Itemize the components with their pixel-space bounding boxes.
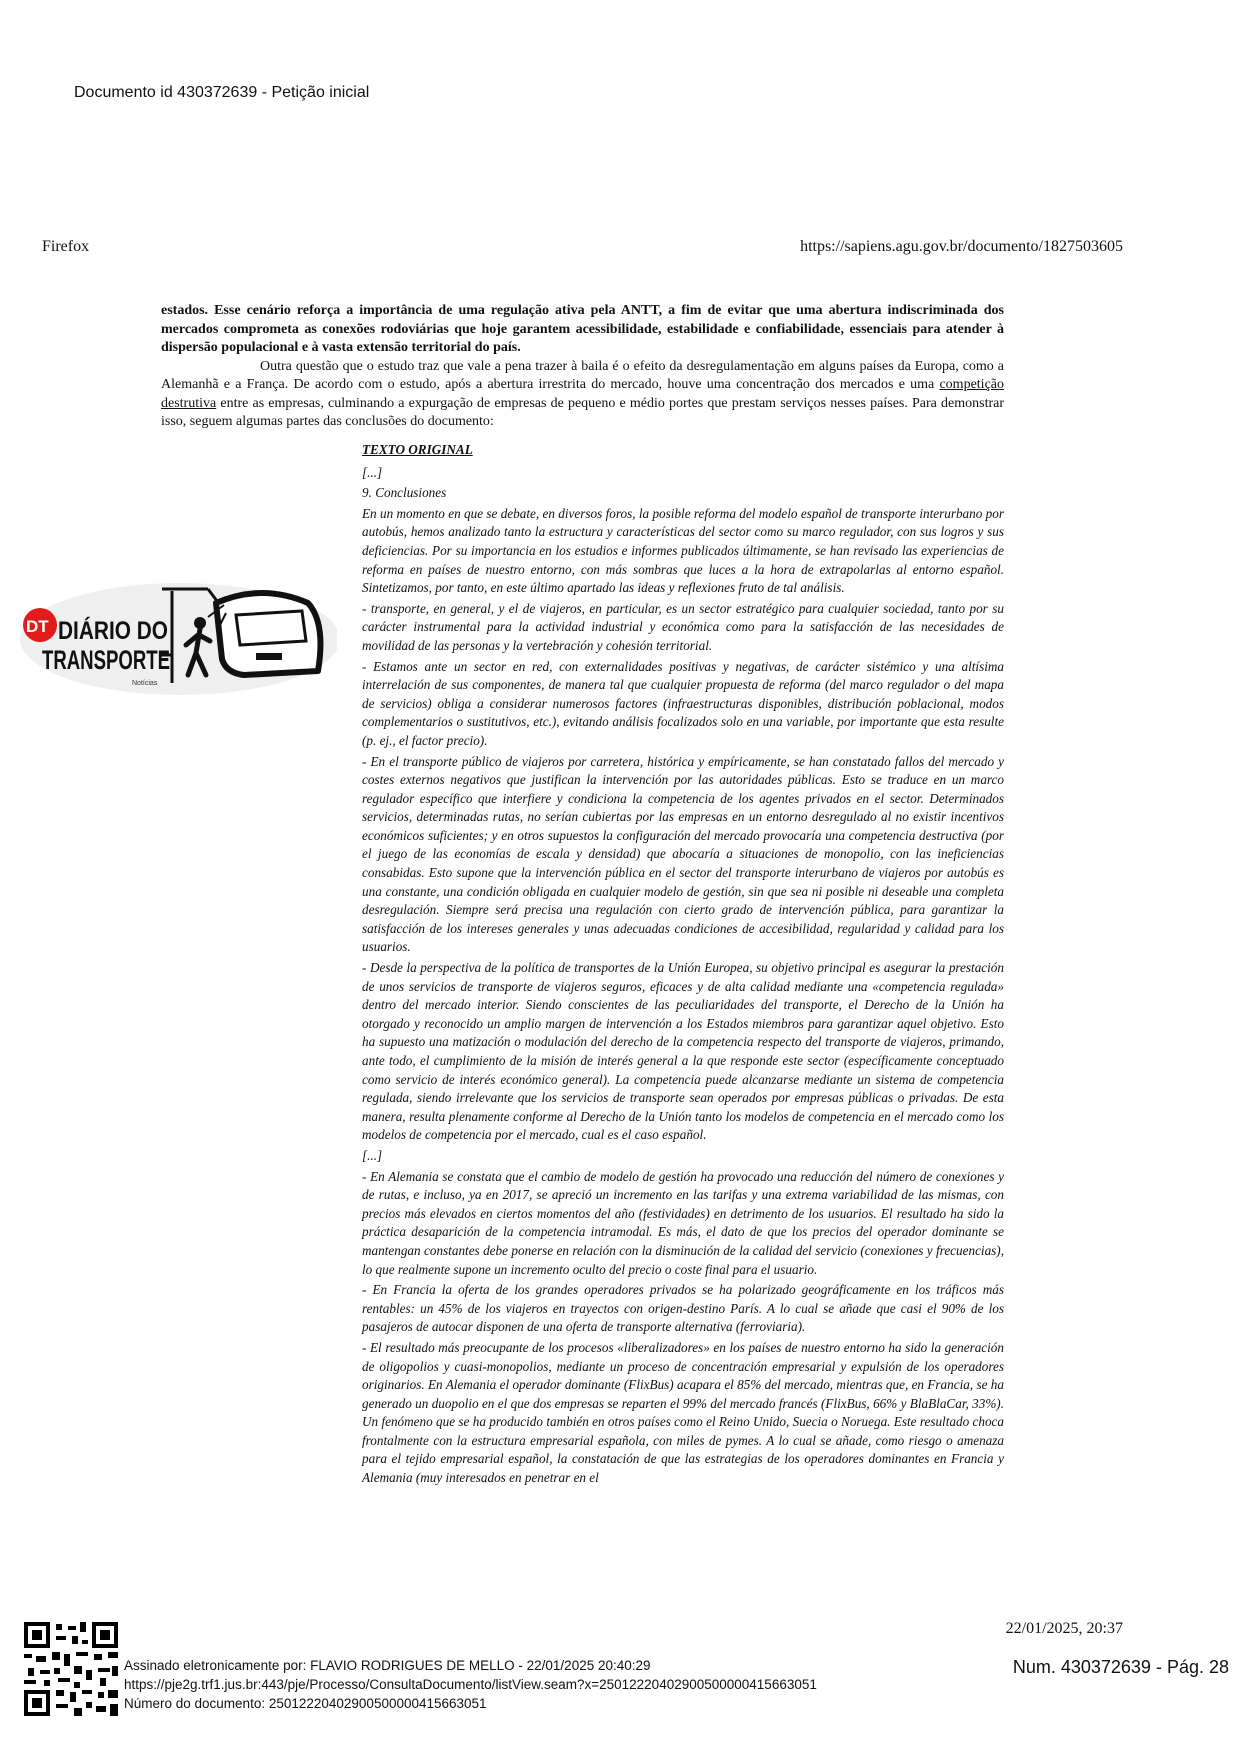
browser-name: Firefox [42, 238, 90, 255]
logo-line-1: DIÁRIO DO [58, 617, 190, 645]
logo-line-2: TRANSPORTE [42, 645, 170, 675]
quote-paragraph: [...] [362, 464, 383, 480]
study-paragraph [161, 358, 1004, 432]
page-number: Num. 430372639 - Pág. 28 [1012, 1657, 1229, 1677]
quote-paragraph: - En el transporte público de viajeros por carretera, histórica y empíricamente, se han constatado fallos del mercado y costes externos negativos que justifican la intervención por las autoridades públicas. Esto se traduce en un marco regulador específico que interfiere y condiciona la competencia de los agentes privados en el sector. Determinados servicios, determinadas rutas, no serían cubiertas por las empresas en un entorno desregulado al no existir incentivos económicos suficientes; y en otros supuestos la configuración del mercado provocaría una competencia destructiva (por el juego de las economías de escala y densidad) que abocaría a situaciones de monopolio, con las ineficiencias consabidas. Esto supone que la intervención pública en el sector del transporte interurbano de viajeros por autobús es una constante, una condición obligada en cualquier modelo de gestión, sin que sea ni posible ni deseable una completa desregulación. Siempre será precisa una regulación con cierto grado de intervención pública, para garantizar la satisfacción de los intereses generales y unas adecuadas condiciones de accesibilidad, regularidad y calidad para los usuarios. [362, 753, 1004, 955]
document-number: Número do documento: 25012220402900500000415663051 [124, 1696, 487, 1711]
quoted-original-text [362, 441, 1004, 1490]
petition-body [161, 302, 1004, 432]
quote-paragraph: - Estamos ante un sector en red, con externalidades positivas y negativas, de carácter sistémico y una altísima interrelación de sus componentes, de manera tal que cualquier propuesta de reforma (del marco regulador o del mapa de servicios) obliga a considerar numerosos factores (infraestructuras disponibles, distribución poblacional, modos complementarios o sustitutivos, etc.), evitando análisis focalizados solo en una variable, por importante que esta resulte (p. ej., el factor precio). [362, 658, 1004, 748]
diario-do-transporte-logo [12, 583, 337, 695]
study-paragraph-end: entre as empresas, culminando a expurgação de empresas de pequeno e médio portes que prestam serviços nesses países. Para demonstrar isso, seguem algumas partes das conclusões do documento: [161, 395, 1004, 429]
quote-paragraph: 9. Conclusiones [362, 485, 447, 501]
underlined-term: competição destrutiva [161, 377, 1004, 411]
quote-paragraph: - En Alemania se constata que el cambio de modelo de gestión ha provocado una reducción del número de conexiones y de rutas, e incluso, ya en 2017, se apreció un incremento en las tarifas y una extrema variabilidad de las mismas, con precios más elevados en ciertos momentos del año (festividades) en detrimento de los usuarios. El resultado ha sido la práctica desaparición de la competencia intramodal. Es más, el dato de que los precios del operador dominante se mantengan constantes debe ponerse en relación con la disminución de la calidad del servicio (conexiones y frecuencias), lo que realmente supone un incremento oculto del precio o coste final para el usuario. [362, 1168, 1004, 1277]
logo-tag: Notícias [132, 680, 158, 687]
quote-paragraph: - En Francia la oferta de los grandes operadores privados se ha polarizado geográficamente en los tráficos más rentables: un 45% de los viajeros en trayectos con origen-destino París. A lo cual se añade que casi el 90% de los pasajeros de autocar disponen de una oferta de transporte alternativa (ferroviaria). [362, 1282, 1004, 1335]
quote-paragraph: - Desde la perspectiva de la política de transportes de la Unión Europea, su objetivo principal es asegurar la prestación de unos servicios de transporte de viajeros seguros, eficaces y de alta calidad mediante una «competencia regulada» dentro del mercado interior. Siendo conscientes de las peculiaridades del transporte, el Derecho de la Unión ha otorgado y reconocido un amplio margen de intervención a los Estados miembros para garantizar aquel objetivo. Esto ha supuesto una matización o modulación del derecho de la competencia respecto del transporte de viajeros, primando, ante todo, el cumplimiento de la misión de interés general a la que responde este sector (específicamente conceptuado como servicio de interés económico general). La competencia puede alcanzarse mediante un sistema de competencia regulada, siendo irrelevante que los servicios de transporte sean operados por empresas públicas o privadas. De esta manera, resulta plenamente conforme al Derecho de la Unión tanto los modelos de competencia en el mercado como los modelos de competencia por el mercado, cual es el caso español. [362, 960, 1004, 1143]
document-id-header: Documento id 430372639 - Petição inicial [74, 84, 370, 101]
quote-title: TEXTO ORIGINAL [362, 442, 473, 457]
study-paragraph-start: Outra questão que o estudo traz que vale a pena trazer à baila é o efeito da desregulamentação em alguns países da Europa, como a Alemanhã e a França. De acordo com o estudo, após a abertura irrestrita do mercado, houve uma concentração dos mercados e uma [161, 358, 1004, 392]
signed-by: Assinado eletronicamente por: FLAVIO RODRIGUES DE MELLO - 22/01/2025 20:40:29 [124, 1658, 651, 1673]
quote-paragraph: - El resultado más preocupante de los procesos «liberalizadores» en los países de nuestro entorno ha sido la generación de oligopolios y cuasi-monopolios, mediante un proceso de concentración empresarial y expulsión de los operadores originarios. En Alemania el operador dominante (FlixBus) acapara el 85% del mercado, mientras que, en Francia, se ha generado un duopolio en el que dos empresas se reparten el 99% del mercado francés (FlixBus, 66% y BlaBlaCar, 33%). Un fenómeno que se ha producido también en otros países como el Reino Unido, Suecia o Noruega. Este resultado choca frontalmente con la estructura empresarial española, con miles de pymes. A lo cual se añade, como riesgo o amenaza para el tejido empresarial español, la constatación de que las estrategias de los operadores dominantes en Francia y Alemania (muy interesados en penetrar en el [362, 1339, 1004, 1486]
quote-paragraph: En un momento en que se debate, en diversos foros, la posible reforma del modelo español de transporte interurbano por autobús, hemos analizado tanto la estructura y características del sector como su marco regulador, con sus logros y sus deficiencias. Por su importancia en los estudios e informes publicados últimamente, se han revisado las experiencias de reforma en países de nuestro entorno, con más sombras que luces a la hora de extrapolarlas al entorno español. Sintetizamos, por tanto, en este último apartado las ideas y reflexiones fruto de tal análisis. [362, 505, 1004, 596]
page-url[interactable]: https://sapiens.agu.gov.br/documento/1827503605 [800, 238, 1123, 255]
logo-monogram: DT [26, 617, 49, 636]
print-datetime: 22/01/2025, 20:37 [1005, 1620, 1123, 1637]
signature-block [124, 1656, 817, 1713]
verification-url[interactable]: https://pje2g.trf1.jus.br:443/pje/Processo/ConsultaDocumento/listView.seam?x=25012220402900500000415663051 [124, 1677, 817, 1692]
quote-paragraph: - transporte, en general, y el de viajeros, en particular, es un sector estratégico para cualquier sociedad, tanto por su carácter instrumental para la actividad industrial y económica como para la satisfacción de las necesidades de movilidad de las personas y la vertebración y cohesión territorial. [362, 600, 1004, 653]
quote-paragraph: [...] [362, 1147, 383, 1163]
qr-code [24, 1622, 118, 1716]
lead-paragraph: estados. Esse cenário reforça a importância de uma regulação ativa pela ANTT, a fim de evitar que uma abertura indiscriminada dos mercados comprometa as conexões rodoviárias que hoje garantem acessibilidade, estabilidade e confiabilidade, essenciais para atender à dispersão populacional e à vasta extensão territorial do país. [161, 303, 1004, 355]
